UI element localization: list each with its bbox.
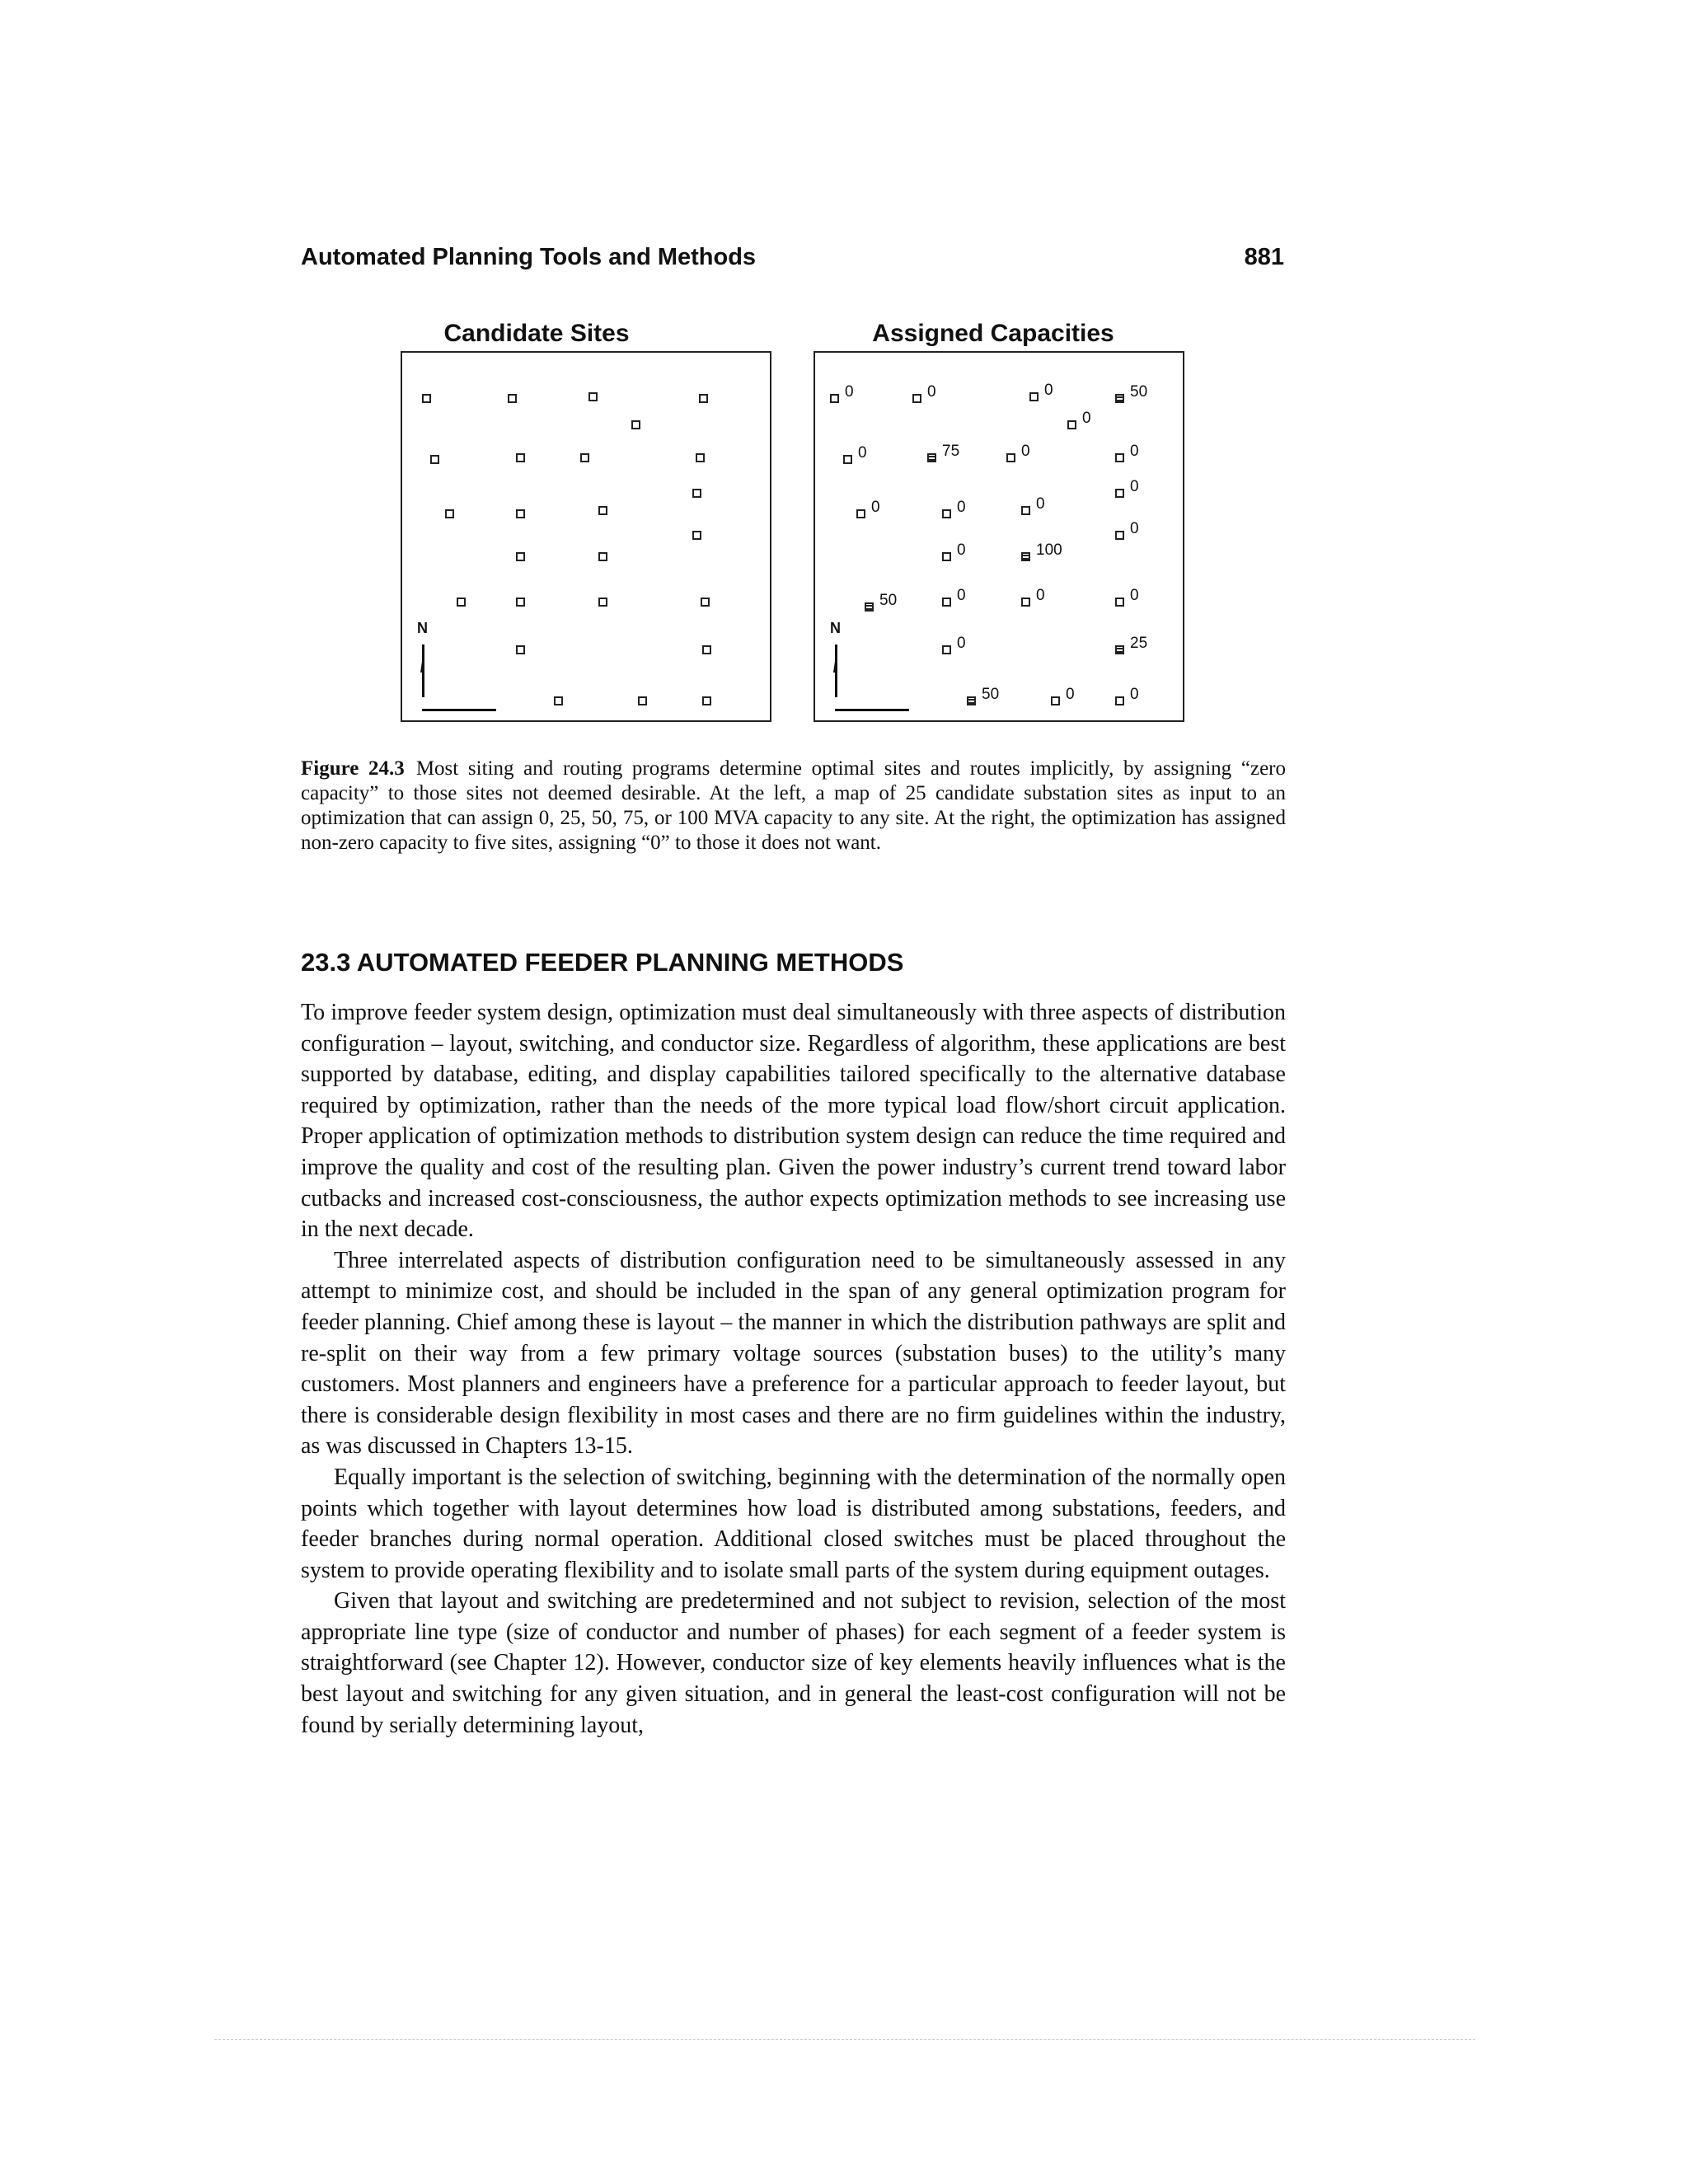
assigned-site-marker [1115,531,1124,540]
candidate-site-marker [516,645,525,654]
candidate-site-marker [638,696,647,705]
assigned-site-marker [843,455,852,464]
capacity-label: 0 [1130,478,1139,495]
figure-caption-text: Most siting and routing programs determine optimal sites and routes implicitly, by assigning “zero capacity” to those sites not deemed desirable. At the left, a map of 25 candidate substation sites as input to an optimization that can assign 0, 25, 50, 75, or 100 MVA capacity to any site. At the right, the optimization has assigned non-zero capacity to five sites, assigning “0” to those it does not want. [301,757,1286,854]
candidate-site-marker [516,552,525,561]
capacity-label: 50 [982,686,1000,703]
assigned-site-marker [1115,645,1124,654]
assigned-capacities-map [814,351,1184,722]
capacity-label: 0 [957,541,966,559]
candidate-site-marker [588,392,598,401]
capacity-label: 0 [1130,686,1139,703]
assigned-site-marker [1006,453,1015,462]
candidate-site-marker [554,696,563,705]
assigned-site-marker [865,602,874,612]
capacity-label: 0 [927,383,936,401]
assigned-site-marker [830,394,839,403]
assigned-site-marker [1067,420,1076,429]
capacity-label: 0 [871,499,880,516]
section-heading: 23.3 AUTOMATED FEEDER PLANNING METHODS [301,948,904,977]
north-label: N [830,620,841,636]
assigned-site-marker [942,645,951,654]
right-panel-title: Assigned Capacities [872,320,1114,347]
capacity-label: 50 [879,592,898,609]
assigned-site-marker [942,509,951,518]
candidate-site-marker [699,394,708,403]
capacity-label: 100 [1036,541,1062,559]
assigned-site-marker [927,453,936,462]
capacity-label: 0 [1082,410,1091,427]
assigned-site-marker [1021,552,1030,561]
assigned-site-marker [942,552,951,561]
assigned-site-marker [1029,392,1039,401]
figure-label: Figure 24.3 [301,757,405,780]
capacity-label: 0 [957,587,966,604]
capacity-label: 0 [1130,587,1139,604]
capacity-label: 0 [1130,520,1139,537]
candidate-site-marker [430,455,439,464]
candidate-sites-map [401,351,771,722]
candidate-site-marker [702,645,711,654]
assigned-site-marker [1115,598,1124,607]
figure-caption [301,757,1286,855]
candidate-site-marker [598,552,607,561]
assigned-site-marker [856,509,865,518]
running-head [301,241,1284,274]
capacity-label: 0 [1130,443,1139,460]
paragraph: To improve feeder system design, optimization must deal simultaneously with three aspects of distribution configuration – layout, switching, and conductor size. Regardless of algorithm, these applications are best supported by database, editing, and display capabilities tailored specifically to the alternative database required by optimization, rather than the needs of the more typical load flow/short circuit application. Proper application of optimization methods to distribution system design can reduce the time required and improve the quality and cost of the resulting plan. Given the power industry’s current trend toward labor cutbacks and increased cost-consciousness, the author expects optimization methods to see increasing use in the next decade. [301,1000,1286,1243]
capacity-label: 0 [957,635,966,652]
capacity-label: 0 [1036,495,1045,513]
bottom-rule [214,2039,1475,2040]
assigned-site-marker [1115,696,1124,705]
assigned-site-marker [1115,453,1124,462]
candidate-site-marker [457,598,466,607]
body-text [301,997,1286,1741]
running-head-title: Automated Planning Tools and Methods [301,243,757,270]
scale-bar [422,709,496,711]
candidate-site-marker [580,453,589,462]
candidate-site-marker [516,453,525,462]
capacity-label: 0 [1066,686,1075,703]
assigned-site-marker [1115,394,1124,403]
capacity-label: 0 [1044,382,1053,399]
candidate-site-marker [631,420,640,429]
candidate-site-marker [598,506,607,515]
assigned-site-marker [1115,489,1124,498]
assigned-site-marker [967,696,976,705]
assigned-site-marker [1021,506,1030,515]
capacity-label: 75 [942,443,960,460]
candidate-site-marker [692,489,701,498]
candidate-site-marker [516,598,525,607]
candidate-site-marker [508,394,517,403]
north-label: N [417,620,428,636]
candidate-site-marker [696,453,705,462]
north-arrow-shaft [835,644,837,697]
assigned-site-marker [1021,598,1030,607]
page-number: 881 [1244,243,1284,270]
candidate-site-marker [598,598,607,607]
capacity-label: 0 [1021,443,1030,460]
left-panel-title: Candidate Sites [443,320,630,347]
candidate-site-marker [692,531,701,540]
capacity-label: 0 [845,383,854,401]
north-arrow-shaft [422,644,424,697]
candidate-site-marker [702,696,711,705]
capacity-label: 0 [957,499,966,516]
candidate-site-marker [701,598,710,607]
paragraph: Given that layout and switching are predetermined and not subject to revision, selection of the most appropriate line type (size of conductor and number of phases) for each segment of a feeder system is straightforward (see Chapter 12). However, conductor size of key elements heavily influences what is the best layout and switching for any given situation, and in general the least-cost configuration will not be found by serially determining layout, [301,1588,1286,1738]
capacity-label: 50 [1130,383,1148,401]
paragraph: Equally important is the selection of switching, beginning with the determination of the normally open points which together with layout determines how load is distributed among substations, feeders, and feeder branches during normal operation. Additional closed switches must be placed throughout the system to provide operating flexibility and to isolate small parts of the system during equipment outages. [301,1464,1286,1583]
candidate-site-marker [422,394,431,403]
capacity-label: 0 [858,444,867,462]
assigned-site-marker [942,598,951,607]
candidate-site-marker [445,509,454,518]
capacity-label: 25 [1130,635,1148,652]
scale-bar [835,709,909,711]
paragraph: Three interrelated aspects of distribution configuration need to be simultaneously assessed in any attempt to minimize cost, and should be included in the span of any general optimization program for feeder planning. Chief among these is layout – the manner in which the distribution pathways are split and re-split on their way from a few primary voltage sources (substation buses) to the utility’s many customers. Most planners and engineers have a preference for a particular approach to feeder layout, but there is considerable design flexibility in most cases and there are no firm guidelines within the industry, as was discussed in Chapters 13-15. [301,1247,1286,1460]
capacity-label: 0 [1036,587,1045,604]
assigned-site-marker [912,394,921,403]
assigned-site-marker [1051,696,1060,705]
candidate-site-marker [516,509,525,518]
